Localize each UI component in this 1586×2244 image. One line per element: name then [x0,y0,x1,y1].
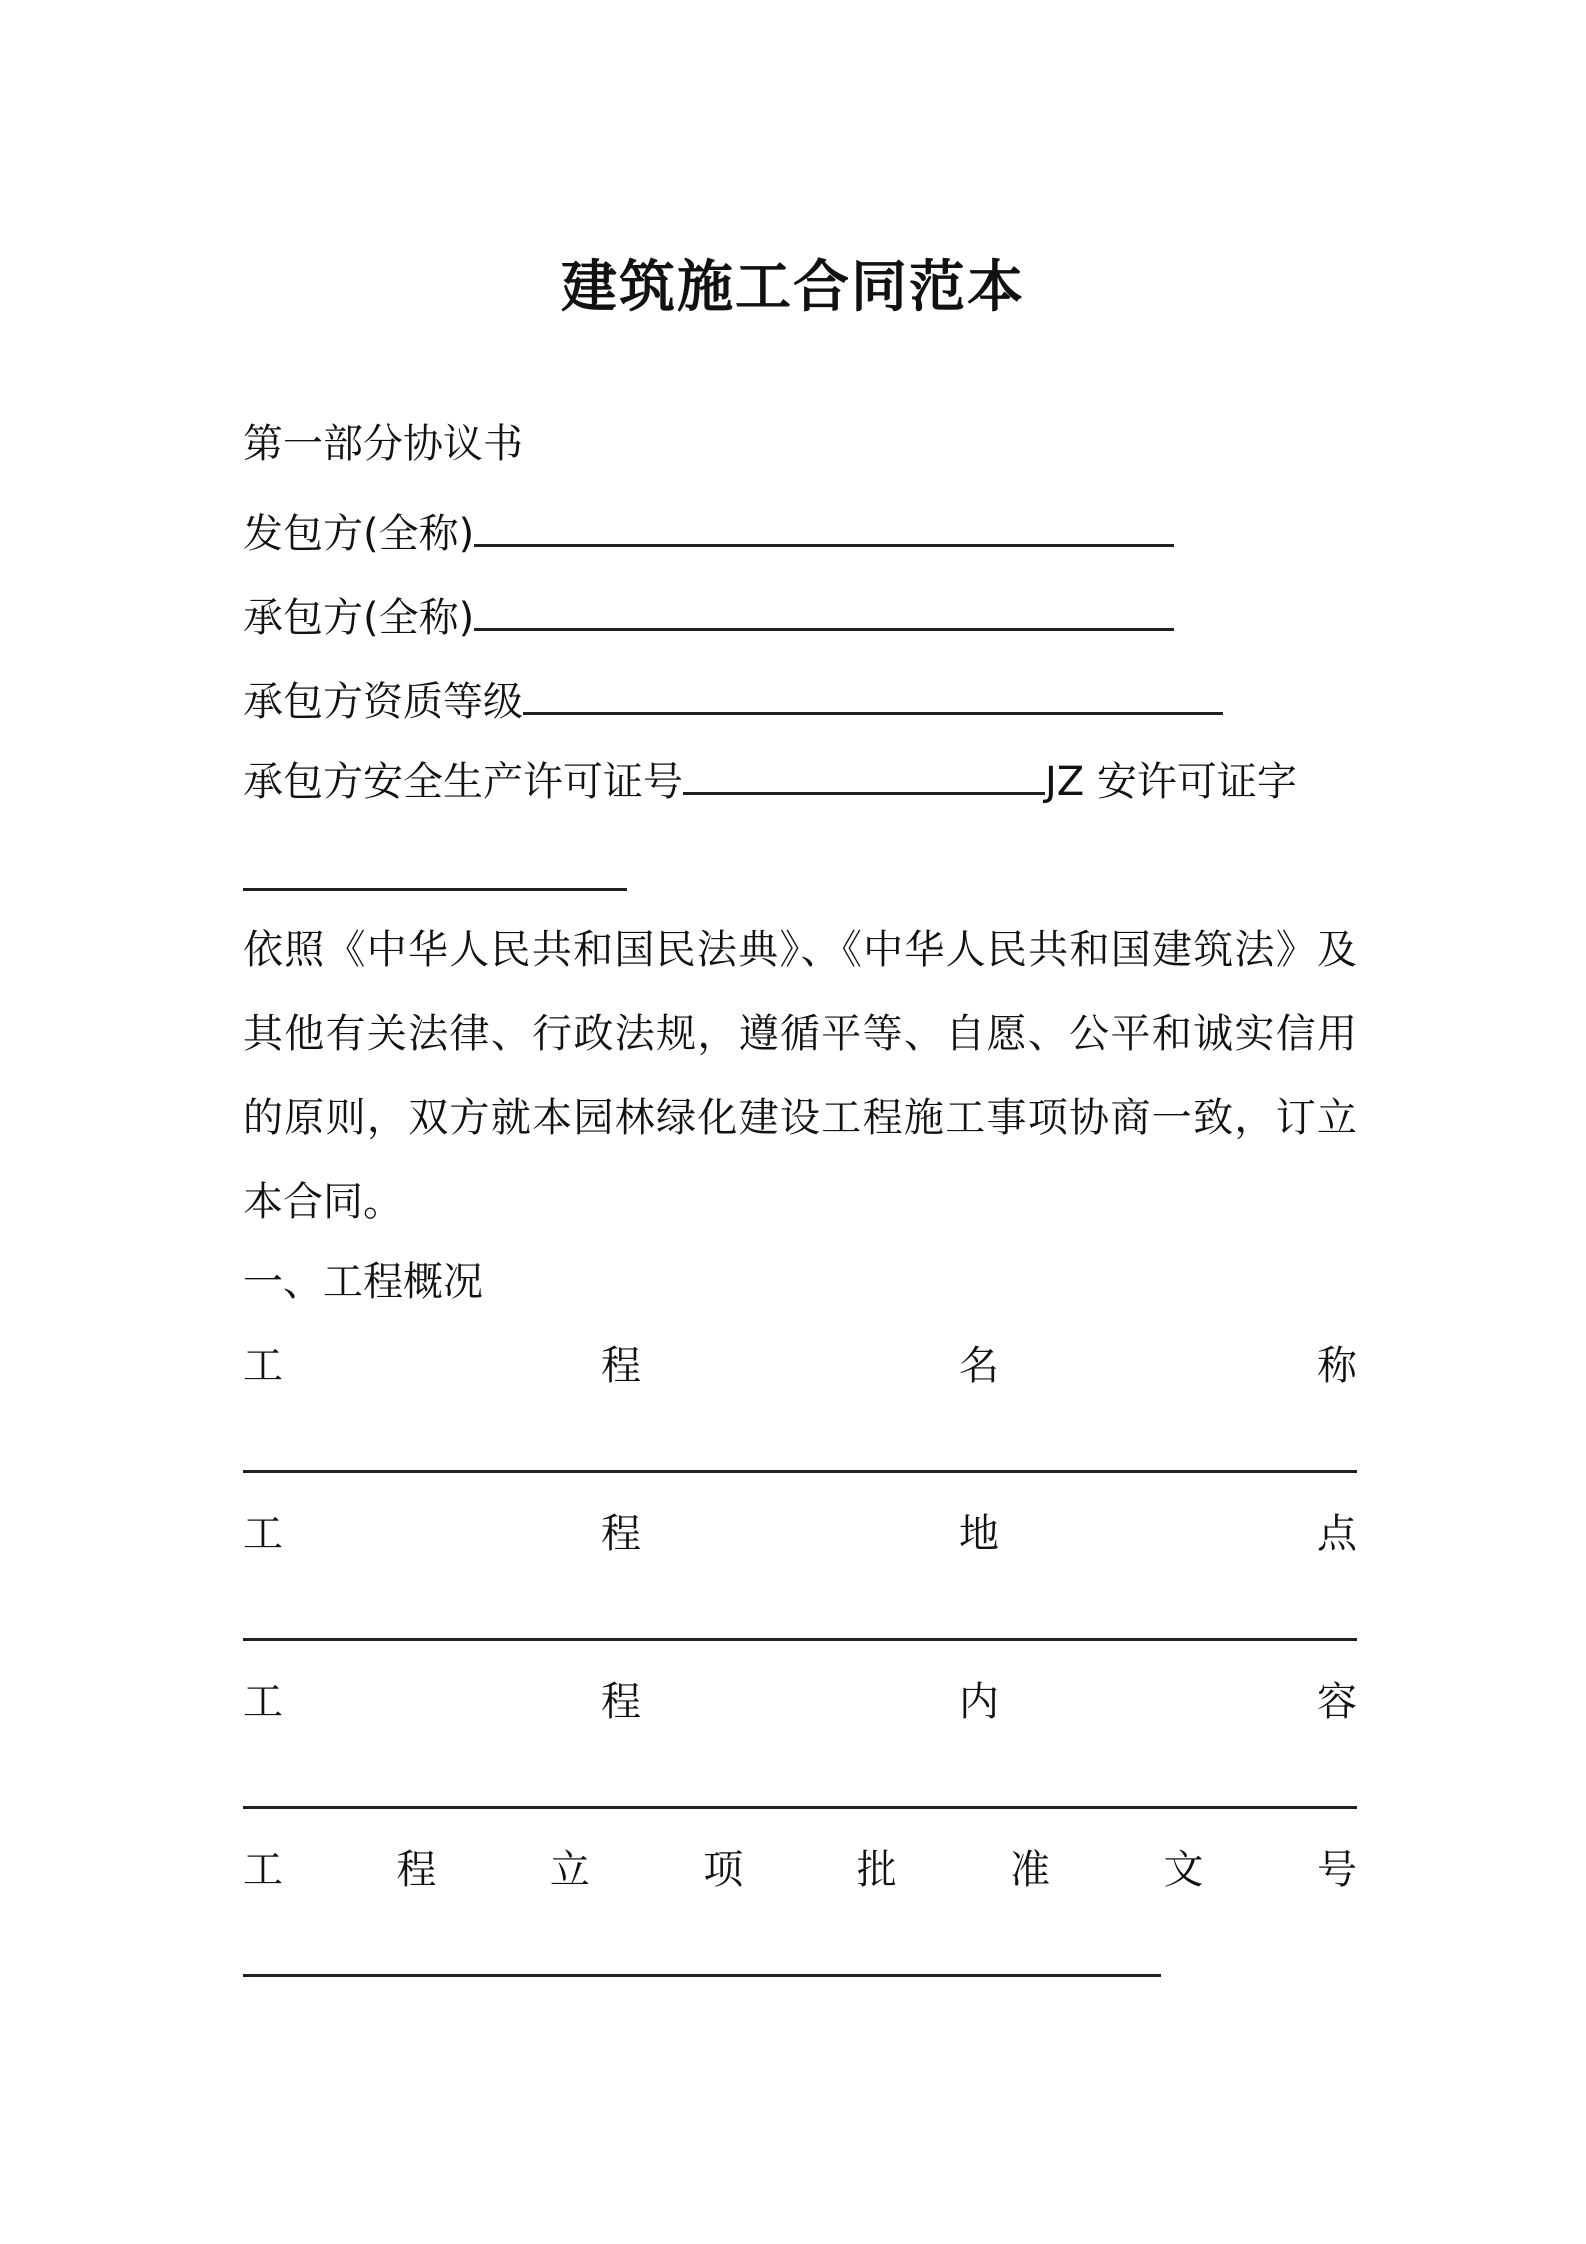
project-content-blank[interactable] [243,1806,1357,1809]
contractor-row [243,588,1174,648]
contractor-blank[interactable] [474,588,1174,631]
project-location-label [243,1504,1357,1564]
project-location-char: 点 [1317,1511,1357,1557]
approval-doc-char: 项 [703,1847,744,1893]
project-content-label [243,1672,1357,1732]
employer-label: 发包方(全称) [243,511,475,557]
safety-license-blank[interactable] [683,752,1045,795]
project-location-char: 地 [959,1511,999,1557]
employer-row [243,504,1174,564]
approval-doc-blank[interactable] [243,1974,1161,1977]
project-content-char: 容 [1317,1679,1357,1725]
safety-license-label: 承包方安全生产许可证号 [243,759,683,805]
safety-license-suffix: JZ 安许可证字 [1045,759,1297,805]
project-name-char: 称 [1317,1343,1357,1389]
qualification-label: 承包方资质等级 [243,679,523,725]
section-one-heading: 一、工程概况 [243,1259,483,1305]
approval-doc-char: 批 [856,1847,897,1893]
project-content-char: 内 [959,1679,999,1725]
qualification-blank[interactable] [523,672,1223,715]
document-title: 建筑施工合同范本 [561,255,1025,320]
approval-doc-char: 工 [243,1847,283,1893]
employer-blank[interactable] [474,504,1174,547]
approval-doc-char: 文 [1163,1847,1204,1893]
contractor-label: 承包方(全称) [243,595,475,641]
project-name-blank[interactable] [243,1470,1357,1473]
approval-doc-char: 号 [1316,1847,1357,1893]
project-content-char: 工 [243,1679,283,1725]
project-location-blank[interactable] [243,1638,1357,1641]
project-name-char: 工 [243,1343,283,1389]
project-location-char: 工 [243,1511,283,1557]
part-heading: 第一部分协议书 [243,421,523,467]
approval-doc-char: 立 [549,1847,590,1893]
project-content-char: 程 [601,1679,641,1725]
approval-doc-char: 程 [396,1847,437,1893]
project-name-label [243,1336,1357,1396]
project-location-char: 程 [601,1511,641,1557]
project-name-char: 程 [601,1343,641,1389]
project-name-char: 名 [959,1343,999,1389]
intro-paragraph: 依照《中华人民共和国民法典》、《中华人民共和国建筑法》及其他有关法律、行政法规，遵循平等、自愿、公平和诚实信用的原则，双方就本园林绿化建设工程施工事项协商一致，订立本合同。 [243,927,1357,1225]
approval-doc-label [243,1840,1357,1900]
safety-license-row [243,752,1297,812]
approval-doc-char: 准 [1010,1847,1051,1893]
qualification-row [243,672,1223,732]
safety-license-number-blank[interactable] [243,888,627,891]
